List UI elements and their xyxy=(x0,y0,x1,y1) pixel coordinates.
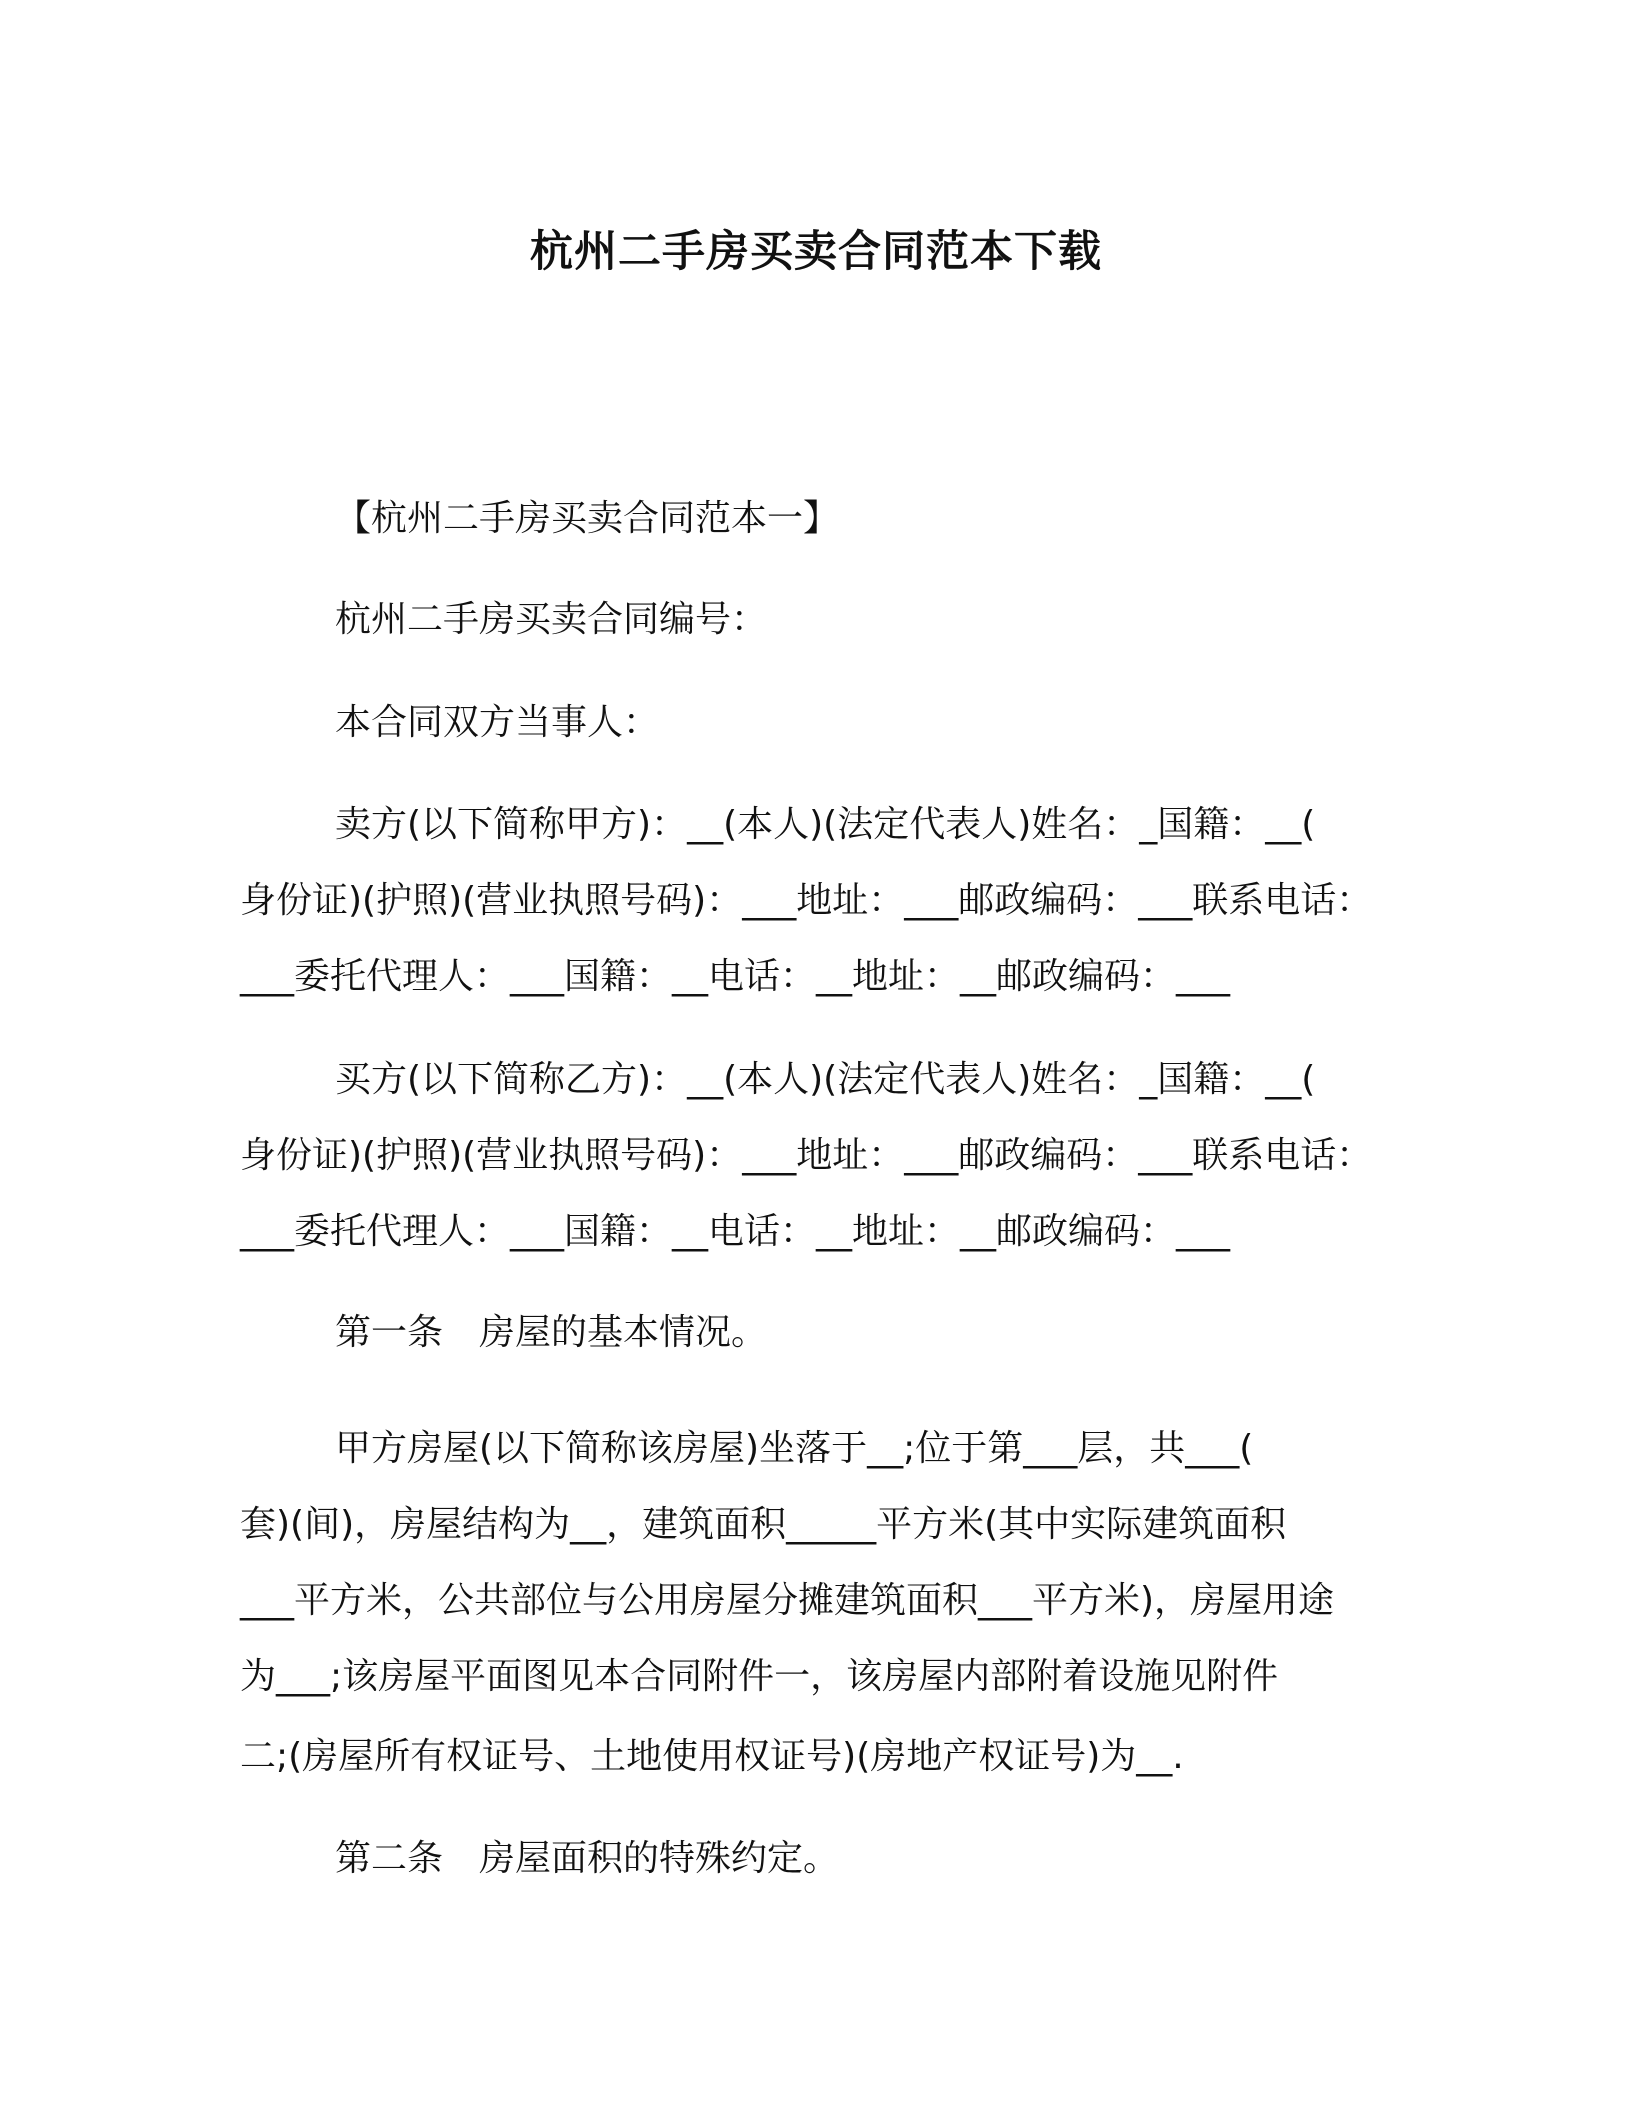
article-1-heading: 第一条 房屋的基本情况。 xyxy=(335,1312,768,1353)
section-heading: 【杭州二手房买卖合同范本一】 xyxy=(335,498,840,539)
buyer-line-1: 买方(以下简称乙方)：__(本人)(法定代表人)姓名：_国籍：__( xyxy=(335,1059,1316,1100)
buyer-line-3: ___委托代理人：___国籍：__电话：__地址：__邮政编码：___ xyxy=(240,1211,1231,1252)
seller-line-2: 身份证)(护照)(营业执照号码)：___地址：___邮政编码：___联系电话： xyxy=(240,880,1373,921)
document-title: 杭州二手房买卖合同范本下载 xyxy=(530,227,1102,277)
article-1-line-3: ___平方米，公共部位与公用房屋分摊建筑面积___平方米)，房屋用途 xyxy=(240,1580,1335,1621)
seller-line-1: 卖方(以下简称甲方)：__(本人)(法定代表人)姓名：_国籍：__( xyxy=(335,804,1316,845)
contract-number-label: 杭州二手房买卖合同编号： xyxy=(335,599,768,640)
seller-line-3: ___委托代理人：___国籍：__电话：__地址：__邮政编码：___ xyxy=(240,956,1231,997)
article-1-line-4: 为___;该房屋平面图见本合同附件一，该房屋内部附着设施见附件 xyxy=(240,1656,1279,1697)
article-2-heading: 第二条 房屋面积的特殊约定。 xyxy=(335,1838,840,1879)
article-1-line-2: 套)(间)，房屋结构为__，建筑面积_____平方米(其中实际建筑面积 xyxy=(240,1504,1287,1545)
article-1-line-5: 二;(房屋所有权证号、土地使用权证号)(房地产权证号)为__. xyxy=(240,1736,1184,1777)
buyer-line-2: 身份证)(护照)(营业执照号码)：___地址：___邮政编码：___联系电话： xyxy=(240,1135,1373,1176)
parties-label: 本合同双方当事人： xyxy=(335,702,660,743)
article-1-line-1: 甲方房屋(以下简称该房屋)坐落于__;位于第___层，共___( xyxy=(335,1428,1254,1469)
